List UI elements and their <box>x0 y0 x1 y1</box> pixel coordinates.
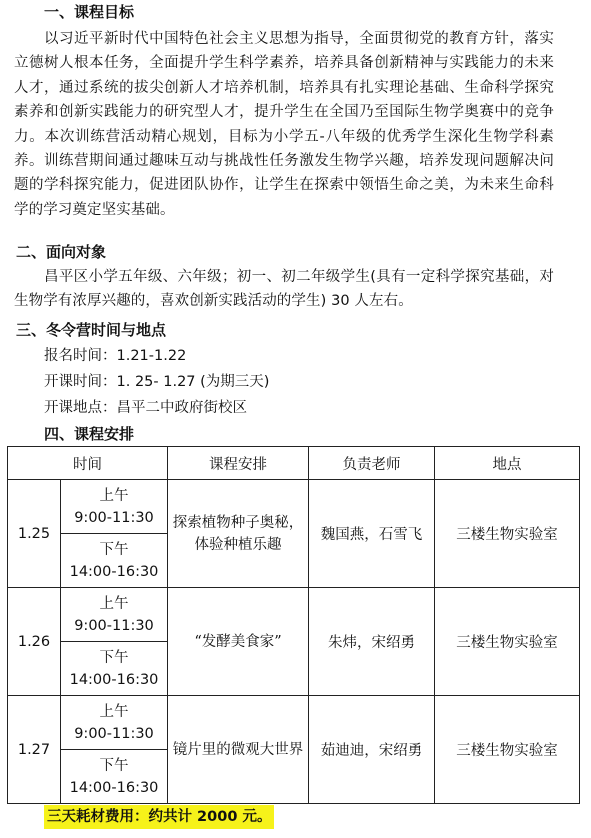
schedule-table <box>7 446 580 804</box>
goals-paragraph: 以习近平新时代中国特色社会主义思想为指导，全面贯彻党的教育方针，落实立德树人根本任务，全面提升学生科学素养，培养具备创新精神与实践能力的未来人才，通过系统的拔尖创新人才培养机制，培养具有扎实理论基础、生命科学探究素养和创新实践能力的研究型人才，提升学生在全国乃至国际生物学奥赛中的竞争力。本次训练营活动精心规划，目标为小学五-八年级的优秀学生深化生物学科素养。训练营期间通过趣味互动与挑战性任务激发生物学兴趣，培养发现问题解决问题的学科探究能力，促进团队协作，让学生在探索中领悟生命之美，为未来生命科学的学习奠定坚实基础。 <box>14 31 554 218</box>
teacher-cell: 朱炜，宋绍勇 <box>309 588 435 696</box>
morning-slot <box>61 696 168 750</box>
place-cell: 三楼生物实验室 <box>435 588 580 696</box>
slot-label: 上午 <box>99 487 129 504</box>
section-heading-goals: 一、课程目标 <box>44 3 135 21</box>
slot-time: 14:00-16:30 <box>69 779 159 796</box>
slot-time: 14:00-16:30 <box>69 671 159 688</box>
course-cell: 镜片里的微观大世界 <box>168 696 309 804</box>
date-cell: 1.27 <box>8 696 61 804</box>
signup-time-line: 报名时间：1.21-1.22 <box>44 348 187 364</box>
date-cell: 1.25 <box>8 480 61 588</box>
cost-note-highlight: 三天耗材费用：约共计 2000 元。 <box>44 805 274 829</box>
section-heading-time-place: 三、冬令营时间与地点 <box>16 321 167 339</box>
morning-slot <box>61 588 168 642</box>
slot-time: 14:00-16:30 <box>69 563 159 580</box>
teacher-cell: 茹迪迪，宋绍勇 <box>309 696 435 804</box>
header-place: 地点 <box>435 447 580 480</box>
place-cell: 三楼生物实验室 <box>435 696 580 804</box>
table-row <box>8 480 580 534</box>
table-row <box>8 588 580 642</box>
morning-slot <box>61 480 168 534</box>
slot-label: 上午 <box>99 595 129 612</box>
table-row <box>8 696 580 750</box>
teacher-cell: 魏国燕，石雪飞 <box>309 480 435 588</box>
section-heading-schedule: 四、课程安排 <box>44 425 135 443</box>
header-time: 时间 <box>8 447 168 480</box>
schedule-header-row <box>8 447 580 480</box>
afternoon-slot <box>61 750 168 804</box>
audience-paragraph: 昌平区小学五年级、六年级；初一、初二年级学生(具有一定科学探究基础，对生物学有浓厚兴趣的，喜欢创新实践活动的学生) 30 人左右。 <box>14 269 554 310</box>
afternoon-slot <box>61 534 168 588</box>
afternoon-slot <box>61 642 168 696</box>
slot-label: 下午 <box>99 541 129 558</box>
course-cell: “发酵美食家” <box>168 588 309 696</box>
slot-time: 9:00-11:30 <box>74 509 154 526</box>
date-cell: 1.26 <box>8 588 61 696</box>
section-heading-audience: 二、面向对象 <box>16 243 107 261</box>
slot-time: 9:00-11:30 <box>74 617 154 634</box>
class-time-line: 开课时间：1. 25- 1.27 (为期三天) <box>44 374 270 390</box>
place-cell: 三楼生物实验室 <box>435 480 580 588</box>
class-location-line: 开课地点：昌平二中政府街校区 <box>44 400 247 416</box>
slot-label: 下午 <box>99 649 129 666</box>
slot-label: 下午 <box>99 757 129 774</box>
slot-label: 上午 <box>99 703 129 720</box>
course-cell: 探索植物种子奥秘，体验种植乐趣 <box>168 480 309 588</box>
header-course: 课程安排 <box>168 447 309 480</box>
slot-time: 9:00-11:30 <box>74 725 154 742</box>
header-teacher: 负责老师 <box>309 447 435 480</box>
